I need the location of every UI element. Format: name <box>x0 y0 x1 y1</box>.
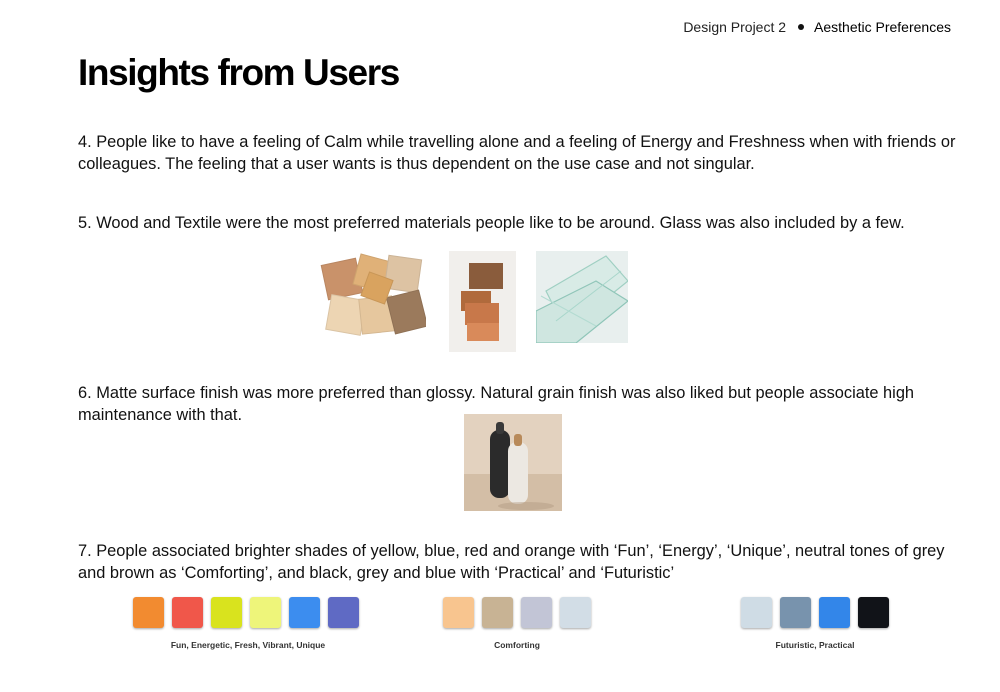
palette-futuristic-caption: Futuristic, Practical <box>775 640 855 650</box>
color-swatch <box>133 597 164 628</box>
color-swatch <box>780 597 811 628</box>
palette-fun-caption: Fun, Energetic, Fresh, Vibrant, Unique <box>170 640 326 650</box>
color-swatch <box>858 597 889 628</box>
palette-comforting <box>443 597 591 628</box>
color-swatch <box>741 597 772 628</box>
page-header <box>683 19 951 35</box>
color-swatch <box>289 597 320 628</box>
insight-4: 4. People like to have a feeling of Calm while travelling alone and a feeling of Energy and Freshness when with friends or colleagues. The feeling that a user wants is thus dependent on the use case and not singular. <box>78 133 956 173</box>
project-label: Design Project 2 <box>683 19 787 35</box>
color-swatch <box>560 597 591 628</box>
glass-image <box>536 251 628 343</box>
color-swatch <box>482 597 513 628</box>
color-swatch <box>819 597 850 628</box>
insight-6: 6. Matte surface finish was more preferred than glossy. Natural grain finish was also liked but people associate high maintenance with that. <box>78 384 915 424</box>
palette-fun <box>133 597 359 628</box>
grinder-bottles-image <box>464 414 562 511</box>
page-title: Insights from Users <box>78 52 399 93</box>
copper-textile-image <box>449 251 516 352</box>
color-swatch <box>328 597 359 628</box>
bullet-icon <box>798 24 804 30</box>
wood-samples-image <box>320 253 426 339</box>
color-swatch <box>211 597 242 628</box>
color-swatch <box>250 597 281 628</box>
section-label: Aesthetic Preferences <box>814 19 951 35</box>
insight-7: 7. People associated brighter shades of yellow, blue, red and orange with ‘Fun’, ‘Energy’, ‘Unique’, neutral tones of grey and brown as ‘Comforting’, and black, grey and blue with ‘Practical’ and ‘Futuristic’ <box>78 542 945 582</box>
palette-comforting-caption: Comforting <box>494 640 540 650</box>
palette-futuristic <box>741 597 889 628</box>
insight-5: 5. Wood and Textile were the most preferred materials people like to be around. Glass was also included by a few. <box>78 214 905 232</box>
color-swatch <box>443 597 474 628</box>
color-swatch <box>172 597 203 628</box>
color-swatch <box>521 597 552 628</box>
